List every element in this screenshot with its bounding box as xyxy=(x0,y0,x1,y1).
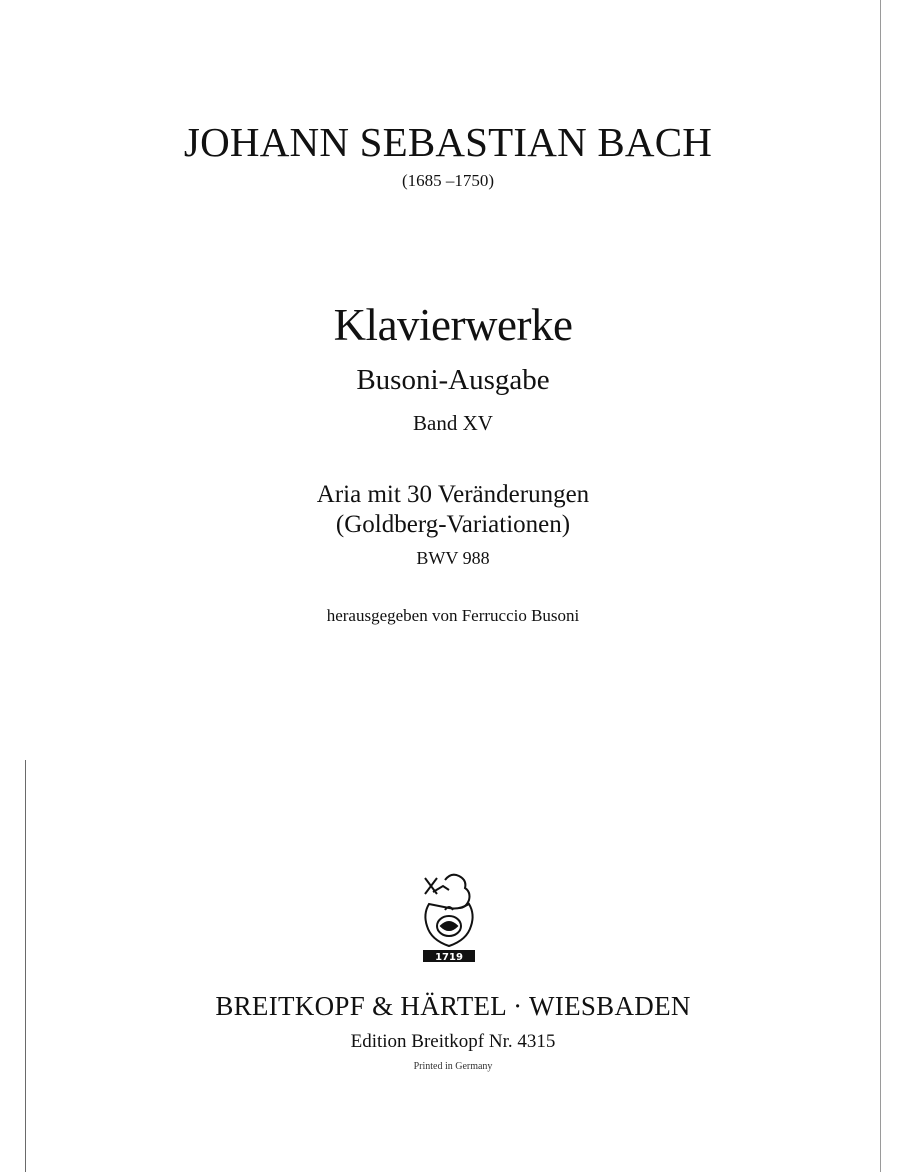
catalog-number: BWV 988 xyxy=(416,548,490,568)
publisher-emblem-icon xyxy=(415,870,483,966)
scan-edge-left xyxy=(25,760,26,1172)
volume-number: Band XV xyxy=(413,411,493,435)
composer-dates: (1685 –1750) xyxy=(401,171,495,190)
emblem-year: 1719 xyxy=(435,952,463,963)
publisher-name: BREITKOPF & HÄRTEL · WIESBADEN xyxy=(215,991,691,1021)
work-title-line-2: (Goldberg-Variationen) xyxy=(335,511,571,538)
work-title-line-1: Aria mit 30 Veränderungen xyxy=(316,481,590,508)
edition-number: Edition Breitkopf Nr. 4315 xyxy=(350,1031,556,1052)
printed-in-note: Printed in Germany xyxy=(413,1061,493,1072)
edition-subtitle: Busoni-Ausgabe xyxy=(356,364,550,396)
composer-name: JOHANN SEBASTIAN BACH xyxy=(183,119,713,165)
work-collection-title: Klavierwerke xyxy=(333,300,573,350)
editor-credit: herausgegeben von Ferruccio Busoni xyxy=(326,606,580,625)
